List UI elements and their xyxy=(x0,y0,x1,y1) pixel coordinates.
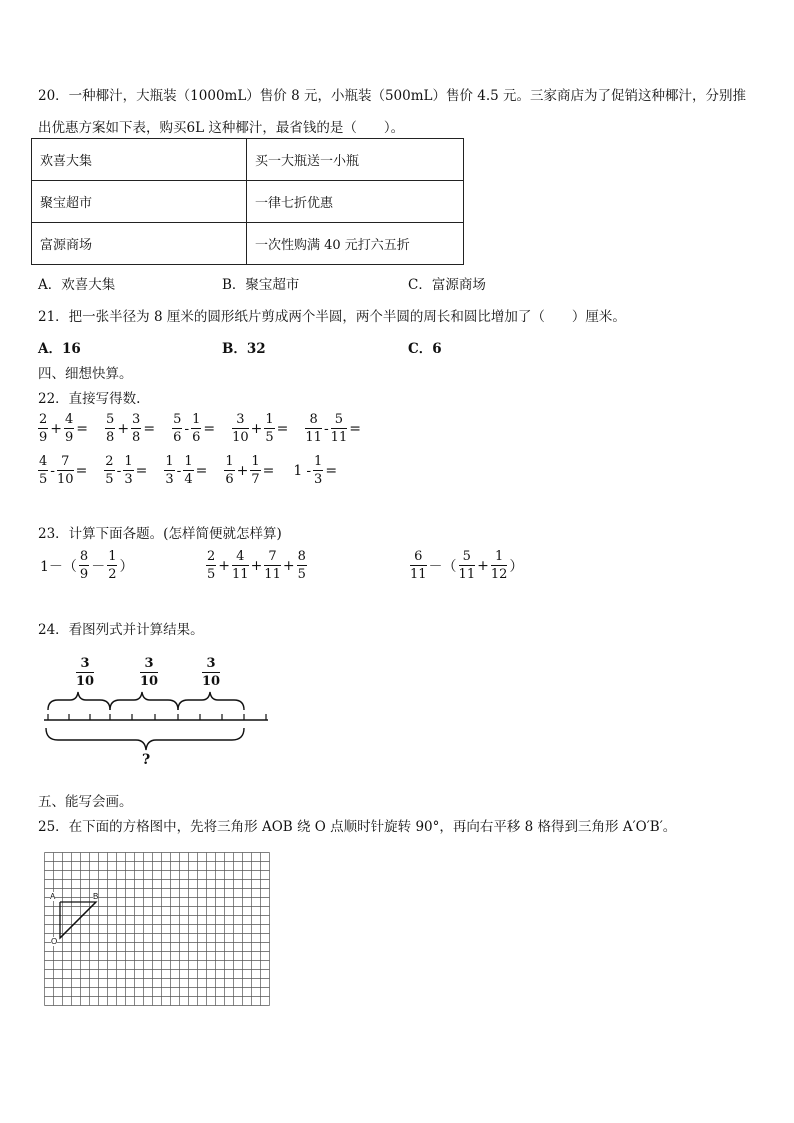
denominator: 10 xyxy=(57,472,74,487)
fraction xyxy=(64,413,74,444)
point-label-b: B xyxy=(93,892,99,901)
q22-expr xyxy=(104,455,149,486)
q24-title: 24．看图列式并计算结果。 xyxy=(38,622,204,638)
equals-sign: = xyxy=(262,462,275,479)
q21-option-c: C．6 xyxy=(408,341,442,357)
expr-text: －（ xyxy=(428,558,457,575)
denominator: 5 xyxy=(297,567,306,582)
bottom-brace xyxy=(46,728,244,750)
equals-sign: = xyxy=(325,462,338,479)
equals-sign: = xyxy=(75,462,88,479)
operator: - xyxy=(184,420,190,437)
fraction xyxy=(206,550,216,581)
fraction xyxy=(305,413,322,444)
expr-text: ） xyxy=(119,558,134,575)
numerator: 5 xyxy=(459,550,476,566)
numerator: 8 xyxy=(79,549,89,564)
denominator: 4 xyxy=(184,472,193,487)
fraction xyxy=(57,455,74,486)
denominator: 9 xyxy=(65,430,74,445)
triangle-edge-ob xyxy=(60,902,96,938)
operator: - xyxy=(306,462,312,479)
operator: + xyxy=(250,557,263,574)
numerator: 4 xyxy=(65,412,74,427)
denominator: 6 xyxy=(225,472,234,487)
top-brace-1 xyxy=(48,692,110,710)
q23-title: 23．计算下面各题。(怎样简便就怎样算) xyxy=(38,526,282,542)
denominator: 11 xyxy=(330,430,348,445)
numerator: 1 xyxy=(108,549,117,564)
table-cell-offer: 一次性购满 40 元打六五折 xyxy=(247,223,464,265)
operator: + xyxy=(117,420,130,437)
fraction xyxy=(172,413,182,444)
numerator: 1 xyxy=(192,412,201,427)
operator: + xyxy=(477,557,489,574)
numerator: 5 xyxy=(331,413,348,429)
fraction xyxy=(38,455,48,486)
fraction xyxy=(297,550,307,581)
section-5-heading: 五、能写会画。 xyxy=(38,794,133,810)
q22-expr xyxy=(224,455,276,486)
square-grid xyxy=(44,852,270,1010)
operator: - xyxy=(176,462,182,479)
operator: + xyxy=(218,557,231,574)
fraction xyxy=(264,550,281,581)
numerator: 1 xyxy=(184,454,193,469)
fraction xyxy=(250,455,260,486)
numerator: 5 xyxy=(106,412,115,427)
q22-expr xyxy=(38,413,90,444)
denominator: 10 xyxy=(232,430,249,445)
q22-expr xyxy=(172,413,217,444)
section-4-heading: 四、细想快算。 xyxy=(38,366,133,382)
numerator: 4 xyxy=(39,454,48,469)
fraction xyxy=(313,455,323,486)
fraction xyxy=(107,550,117,581)
equals-sign: = xyxy=(76,420,89,437)
q21-text: 21．把一张半径为 8 厘米的圆形纸片剪成两个半圆，两个半圆的周长和圆比增加了（ ）厘米。 xyxy=(38,309,626,325)
numerator: 1 xyxy=(165,454,174,469)
denominator: 10 xyxy=(76,674,95,689)
table-row xyxy=(32,139,464,181)
table-cell-store: 聚宝超市 xyxy=(32,181,247,223)
equals-sign: = xyxy=(195,462,208,479)
fraction xyxy=(123,455,133,486)
equals-sign: = xyxy=(349,420,361,437)
operator: + xyxy=(236,462,249,479)
q22-expr xyxy=(105,413,157,444)
numerator: 1 xyxy=(124,454,133,469)
q21-option-a: A．16 xyxy=(38,341,81,357)
top-brace-2 xyxy=(110,692,178,710)
top-brace-3 xyxy=(178,692,244,710)
numerator: 1 xyxy=(251,454,260,469)
numerator: 2 xyxy=(39,412,48,427)
denominator: 11 xyxy=(305,430,322,445)
numerator: 1 xyxy=(225,454,234,469)
q23-expr-2 xyxy=(206,550,307,581)
fraction xyxy=(104,455,114,486)
denominator: 11 xyxy=(264,567,281,582)
q25-text: 25．在下面的方格图中，先将三角形 AOB 绕 O 点顺时针旋转 90°，再向右平移 8 格得到三角形 A′O′B′。 xyxy=(38,819,677,835)
numerator: 7 xyxy=(264,550,281,566)
denominator: 5 xyxy=(39,472,48,487)
numerator: 8 xyxy=(297,549,306,564)
operator: + xyxy=(282,557,295,574)
numerator: 3 xyxy=(202,657,220,673)
fraction xyxy=(232,550,249,581)
denominator: 11 xyxy=(410,567,427,582)
ticks xyxy=(48,714,266,720)
numerator: 3 xyxy=(140,657,158,673)
fraction xyxy=(131,413,141,444)
equals-sign: = xyxy=(135,462,148,479)
fraction xyxy=(164,455,174,486)
fraction xyxy=(459,550,476,581)
denominator: 3 xyxy=(314,472,323,487)
q20-option-a: A．欢喜大集 xyxy=(38,277,116,293)
q21-option-b: B．32 xyxy=(222,341,266,357)
numerator: 6 xyxy=(410,550,427,566)
numerator: 1 xyxy=(265,412,274,427)
numerator: 1 xyxy=(314,454,323,469)
operator: - xyxy=(323,420,329,437)
operator: - xyxy=(50,462,56,479)
numerator: 5 xyxy=(173,412,182,427)
fraction xyxy=(410,550,427,581)
denominator: 10 xyxy=(140,674,159,689)
number-line-braces xyxy=(40,652,272,772)
q23-expr-1 xyxy=(38,550,135,581)
table-cell-store: 富源商场 xyxy=(32,223,247,265)
numerator: 8 xyxy=(305,413,322,429)
denominator: 3 xyxy=(165,472,174,487)
expr-text: 1－（ xyxy=(40,558,77,575)
q22-expr xyxy=(164,455,209,486)
fraction xyxy=(191,413,201,444)
numerator: 4 xyxy=(232,550,249,566)
q22-row2 xyxy=(38,455,354,486)
denominator: 12 xyxy=(490,567,508,582)
offer-table xyxy=(31,138,464,265)
denominator: 5 xyxy=(105,472,114,487)
denominator: 5 xyxy=(207,567,216,582)
q23-expr-3 xyxy=(410,550,525,581)
equals-sign: = xyxy=(203,420,216,437)
q20-option-c: C．富源商场 xyxy=(408,277,486,293)
operator: + xyxy=(250,420,263,437)
denominator: 8 xyxy=(106,430,115,445)
q22-title: 22．直接写得数. xyxy=(38,391,141,407)
q22-expr xyxy=(291,455,339,486)
fraction xyxy=(38,413,48,444)
operator: － xyxy=(91,558,106,575)
whole-number: 1 xyxy=(293,462,303,479)
q22-expr xyxy=(232,413,290,444)
q22-row1 xyxy=(38,413,378,444)
q24-diagram xyxy=(40,652,272,772)
table-row xyxy=(32,223,464,265)
point-label-o: O xyxy=(51,937,58,946)
fraction xyxy=(183,455,193,486)
table-cell-store: 欢喜大集 xyxy=(32,139,247,181)
denominator: 6 xyxy=(192,430,201,445)
expr-text: ） xyxy=(509,558,524,575)
numerator: 3 xyxy=(232,413,249,429)
q20-line1: 20．一种椰汁，大瓶装（1000mL）售价 8 元，小瓶装（500mL）售价 4.5 元。三家商店为了促销这种椰汁，分别推 xyxy=(38,88,747,104)
denominator: 2 xyxy=(108,567,117,582)
denominator: 9 xyxy=(39,430,48,445)
denominator: 5 xyxy=(265,430,274,445)
q25-grid-figure xyxy=(44,852,270,1010)
table-row xyxy=(32,181,464,223)
denominator: 11 xyxy=(458,567,476,582)
numerator: 3 xyxy=(76,657,94,673)
q22-expr xyxy=(38,455,89,486)
fraction xyxy=(79,550,89,581)
question-mark-label: ? xyxy=(142,752,151,768)
fraction xyxy=(331,413,348,444)
operator: - xyxy=(116,462,122,479)
denominator: 10 xyxy=(202,674,221,689)
q20-line2: 出优惠方案如下表，购买6L 这种椰汁，最省钱的是（ ）。 xyxy=(38,120,405,136)
denominator: 6 xyxy=(173,430,182,445)
table-cell-offer: 买一大瓶送一小瓶 xyxy=(247,139,464,181)
fraction xyxy=(232,413,249,444)
equals-sign: = xyxy=(276,420,289,437)
numerator: 3 xyxy=(132,412,141,427)
numerator: 7 xyxy=(57,455,74,471)
denominator: 9 xyxy=(79,567,89,582)
denominator: 8 xyxy=(132,430,141,445)
numerator: 2 xyxy=(207,549,216,564)
operator: + xyxy=(50,420,63,437)
table-cell-offer: 一律七折优惠 xyxy=(247,181,464,223)
fraction xyxy=(264,413,274,444)
fraction xyxy=(224,455,234,486)
fraction xyxy=(105,413,115,444)
equals-sign: = xyxy=(143,420,156,437)
numerator: 2 xyxy=(105,454,114,469)
numerator: 1 xyxy=(491,550,508,566)
point-label-a: A xyxy=(50,892,56,901)
q20-option-b: B．聚宝超市 xyxy=(222,277,300,293)
denominator: 11 xyxy=(232,567,249,582)
q22-expr xyxy=(305,413,363,444)
denominator: 7 xyxy=(251,472,260,487)
denominator: 3 xyxy=(124,472,133,487)
fraction xyxy=(491,550,508,581)
